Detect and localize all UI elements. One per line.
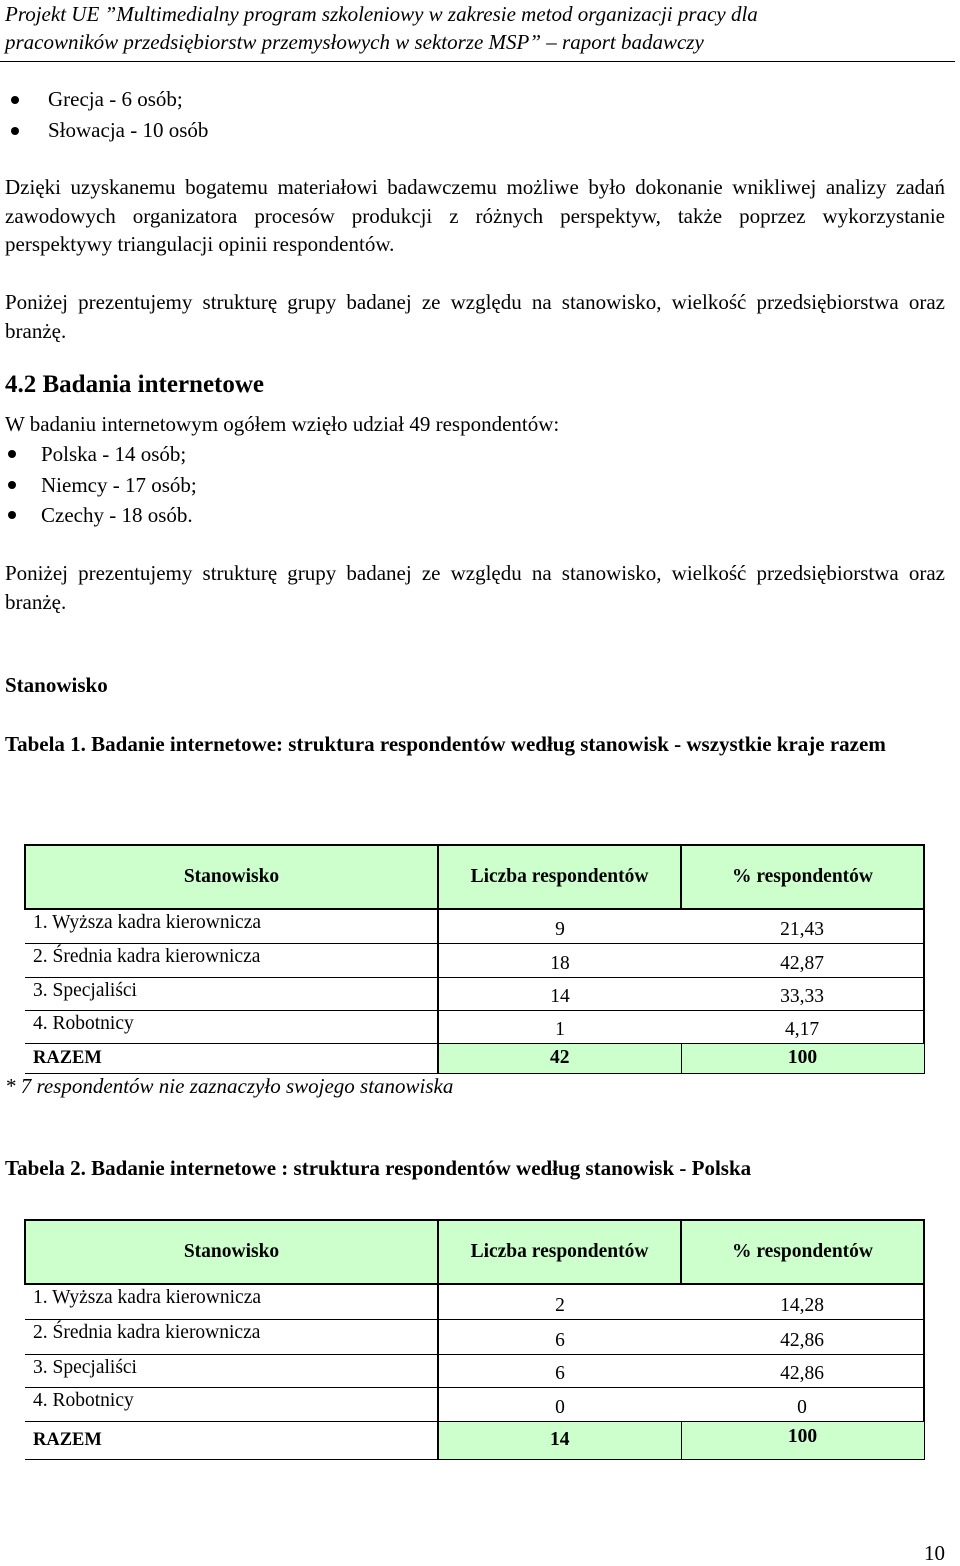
cell-position: 2. Średnia kadra kierownicza xyxy=(25,1319,438,1354)
list-item: Grecja - 6 osób; xyxy=(5,84,605,115)
table1-note: * 7 respondentów nie zaznaczyło swojego stanowiska xyxy=(5,1074,454,1098)
table-row xyxy=(25,943,924,977)
table-total-row xyxy=(25,1421,924,1459)
subheading-stanowisko: Stanowisko xyxy=(5,673,108,697)
cell-count: 6 xyxy=(438,1319,681,1354)
table-header-row xyxy=(25,845,924,909)
cell-count: 9 xyxy=(438,909,681,943)
header-line-2: pracowników przedsiębiorstw przemysłowych w sektorze MSP” – raport badawczy xyxy=(5,30,704,54)
cell-percent: 42,87 xyxy=(681,943,924,977)
cell-percent: 42,86 xyxy=(681,1354,924,1387)
country-bullets-top xyxy=(5,84,605,146)
table-row xyxy=(25,1010,924,1043)
table-header-row xyxy=(25,1220,924,1284)
column-header: % respondentów xyxy=(681,1220,924,1284)
table-row xyxy=(25,909,924,943)
cell-position: 4. Robotnicy xyxy=(25,1387,438,1421)
cell-count: 14 xyxy=(438,977,681,1010)
page-number: 10 xyxy=(924,1541,945,1565)
cell-position: 1. Wyższa kadra kierownicza xyxy=(25,909,438,943)
paragraph-structure-intro-2: Poniżej prezentujemy strukturę grupy badanej ze względu na stanowisko, wielkość przedsiębiorstwa oraz branżę. xyxy=(5,561,945,614)
header-rule xyxy=(0,61,955,62)
table-row xyxy=(25,1354,924,1387)
list-item: Słowacja - 10 osób xyxy=(5,115,605,146)
cell-percent: 42,86 xyxy=(681,1319,924,1354)
paragraph-structure-intro: Poniżej prezentujemy strukturę grupy badanej ze względu na stanowisko, wielkość przedsiębiorstwa oraz branżę. xyxy=(5,290,945,343)
cell-count: 1 xyxy=(438,1010,681,1043)
running-header xyxy=(5,0,955,56)
cell-position: 3. Specjaliści xyxy=(25,977,438,1010)
cell-total-count: 42 xyxy=(438,1043,681,1073)
cell-percent: 0 xyxy=(681,1387,924,1421)
column-header: Stanowisko xyxy=(25,845,438,909)
table1 xyxy=(24,844,925,1074)
cell-total-count: 14 xyxy=(438,1421,681,1459)
column-header: Stanowisko xyxy=(25,1220,438,1284)
cell-percent: 33,33 xyxy=(681,977,924,1010)
list-item: Polska - 14 osób; xyxy=(5,439,605,470)
cell-count: 6 xyxy=(438,1354,681,1387)
paragraph-analysis: Dzięki uzyskanemu bogatemu materiałowi badawczemu możliwe było dokonanie wnikliwej analizy zadań zawodowych organizatora procesów produkcji z różnych perspektyw, także poprzez wykorzystanie perspektywy triangulacji opinii respondentów. xyxy=(5,175,945,256)
table-row xyxy=(25,977,924,1010)
cell-position: 1. Wyższa kadra kierownicza xyxy=(25,1284,438,1319)
header-line-1: Projekt UE ”Multimedialny program szkoleniowy w zakresie metod organizacji pracy dla xyxy=(5,2,758,26)
column-header: Liczba respondentów xyxy=(438,1220,681,1284)
cell-total-percent: 100 xyxy=(681,1421,924,1459)
table-total-row xyxy=(25,1043,924,1073)
cell-position: 3. Specjaliści xyxy=(25,1354,438,1387)
table-row xyxy=(25,1319,924,1354)
column-header: Liczba respondentów xyxy=(438,845,681,909)
cell-total-label: RAZEM xyxy=(25,1421,438,1459)
internet-survey-intro: W badaniu internetowym ogółem wzięło udział 49 respondentów: xyxy=(5,412,560,436)
list-item: Czechy - 18 osób. xyxy=(5,500,605,531)
table-row xyxy=(25,1387,924,1421)
cell-count: 2 xyxy=(438,1284,681,1319)
cell-position: 4. Robotnicy xyxy=(25,1010,438,1043)
cell-position: 2. Średnia kadra kierownicza xyxy=(25,943,438,977)
table1-caption: Tabela 1. Badanie internetowe: struktura respondentów według stanowisk - wszystkie kraje razem xyxy=(5,732,886,756)
table2 xyxy=(24,1219,925,1460)
country-bullets-internet xyxy=(5,439,605,531)
cell-count: 0 xyxy=(438,1387,681,1421)
table-row xyxy=(25,1284,924,1319)
cell-percent: 4,17 xyxy=(681,1010,924,1043)
cell-count: 18 xyxy=(438,943,681,977)
table2-caption: Tabela 2. Badanie internetowe : struktura respondentów według stanowisk - Polska xyxy=(5,1156,752,1180)
list-item: Niemcy - 17 osób; xyxy=(5,470,605,501)
cell-percent: 21,43 xyxy=(681,909,924,943)
cell-total-percent: 100 xyxy=(681,1043,924,1073)
column-header: % respondentów xyxy=(681,845,924,909)
cell-total-label: RAZEM xyxy=(25,1043,438,1073)
cell-percent: 14,28 xyxy=(681,1284,924,1319)
section-title: 4.2 Badania internetowe xyxy=(5,371,265,398)
